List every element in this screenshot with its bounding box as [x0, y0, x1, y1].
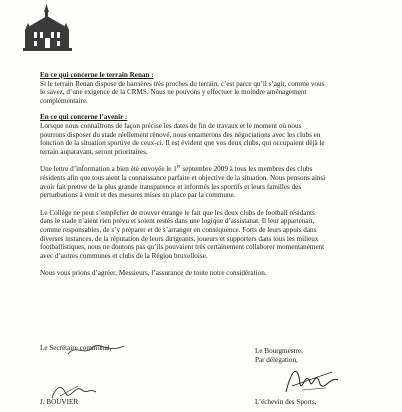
body-line: avoir fait preuve de la plus grande transparence et informés les sportifs et leurs familles des [40, 182, 302, 191]
closing-line: Nous vous prions d’agréer, Messieurs, l’assurance de toute notre considération. [40, 269, 267, 278]
info-letter-line [40, 165, 396, 174]
delegation-label: Par délégation, [255, 355, 298, 364]
info-line-end: septembre 2009 à tous les membres des clubs [180, 165, 313, 174]
city-hall-emblem-icon [22, 4, 74, 54]
body-line: footballistiques, nous ne doutons pas qu’ils pouvaient très certainement collaborer momentanément [40, 243, 325, 252]
body-line: Lorsque nous connaîtrons de façon précise les dates de fin de travaux et le moment où nous [40, 121, 302, 130]
mayor-title: Le Bourgmestre, [255, 347, 303, 355]
ordinal-suffix: er [176, 164, 181, 170]
body-line: terrain auparavant, seront prioritaires. [40, 147, 148, 156]
info-line-start: Une lettre d’information a bien été envoyée le 1 [40, 165, 177, 174]
secretary-title: Le Secrétaire communal, [40, 344, 112, 352]
body-line: le savez, d’une exigence de la CRMS. Nous ne pouvons y effectuer le moindre aménagement [40, 88, 307, 97]
letter-body [40, 71, 396, 278]
body-line: pourrons disposer du stade réellement rénové, nous entamerons des négociations avec les clubs en [40, 130, 321, 139]
body-line: perturbations à venir et des mesures mises en place par la commune. [40, 191, 236, 200]
body-line: dans le stade n’aient rien prévu et soient restés dans une logique d’assistanat. Il leur appartenait, [40, 217, 315, 226]
alderman-signature [282, 362, 342, 396]
body-line: résidents afin que tous aient la connaissance parfaite et objective de la situation. Nous pensons ainsi [40, 173, 326, 182]
secretary-signature-stroke [66, 340, 126, 360]
secretary-name: J. BOUVIER [40, 398, 79, 406]
body-line: Le Collège ne peut s’empêcher de trouver étrange le fait que les deux clubs de football résidants [40, 208, 315, 217]
body-line: diverses instances, de la réputation de leurs dirigeants, joueurs et supporters dans tous les milieux [40, 234, 319, 243]
section-heading-renan: En ce qui concerne le terrain Renan : [40, 71, 154, 79]
alderman-title: L’échevin des Sports, [255, 398, 317, 406]
body-line: fonction de la situation sportive de ceux-ci. Il est évident que vos deux clubs, qui occupaient déjà le [40, 139, 325, 148]
body-line: avec d’autres communes et clubs de la Région bruxelloise. [40, 251, 208, 260]
body-line: complémentaire. [40, 96, 88, 105]
body-line: Si le terrain Renan dispose de barrières très proches du terrain, c’est parce qu’il s’agit, comme vous [40, 79, 325, 88]
section-heading-avenir: En ce qui concerne l’avenir : [40, 113, 128, 122]
body-line: comme responsables, de s’y préparer et de s’arranger en conséquence. Forts de leurs appuis dans [40, 225, 317, 234]
